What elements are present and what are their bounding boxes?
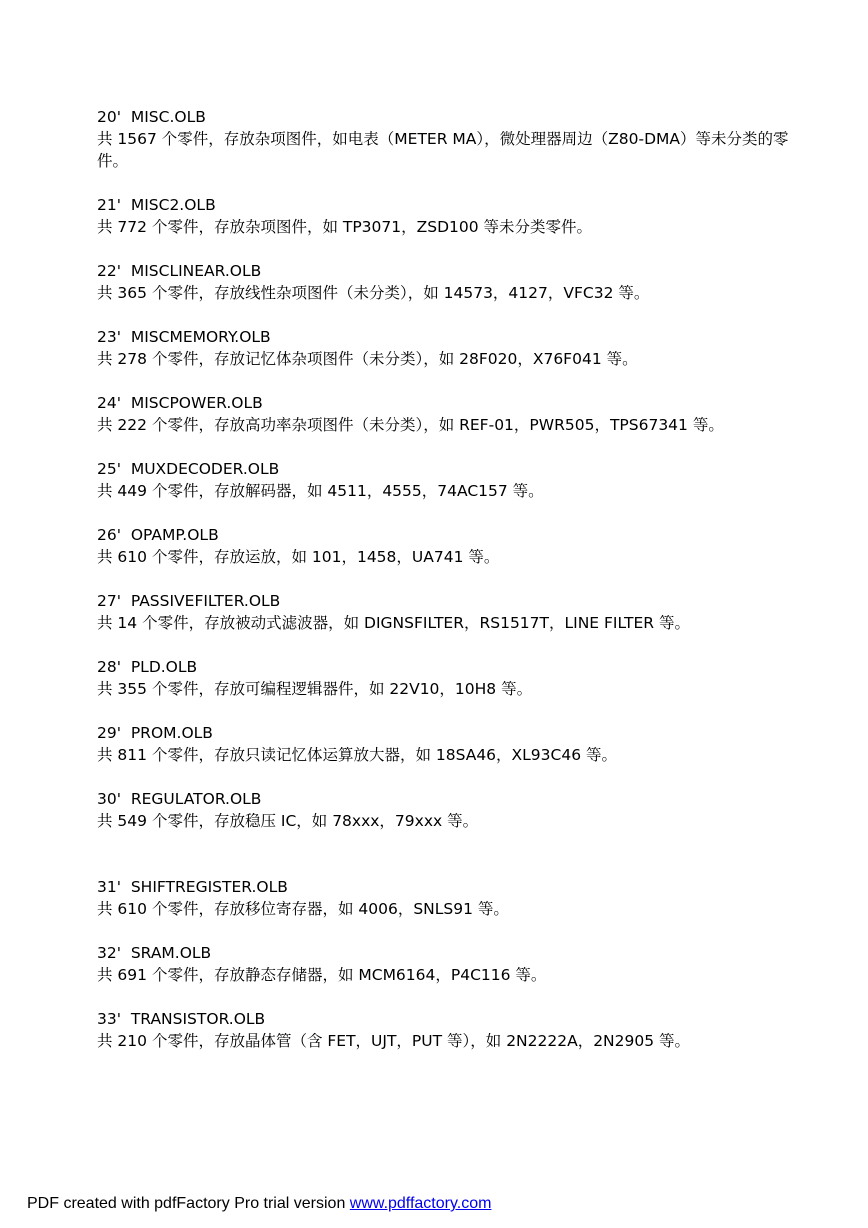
entry-description: 共 14 个零件，存放被动式滤波器，如 DIGNSFILTER，RS1517T，LINE FILTER 等。 (97, 614, 690, 632)
pdffactory-link[interactable]: www.pdffactory.com (349, 1195, 492, 1212)
entry-title: 29' PROM.OLB (97, 724, 213, 742)
library-entry-transistor (97, 1008, 809, 1052)
library-entry-passivefilter (97, 590, 809, 634)
spacer (97, 370, 809, 392)
library-entry-shiftregister (97, 876, 809, 920)
spacer (97, 634, 809, 656)
entry-title: 23' MISCMEMORY.OLB (97, 328, 271, 346)
entry-title: 32' SRAM.OLB (97, 944, 212, 962)
entry-description: 共 365 个零件，存放线性杂项图件（未分类），如 14573，4127，VFC32 等。 (97, 284, 650, 302)
entry-title: 26' OPAMP.OLB (97, 526, 219, 544)
footer-text: PDF created with pdfFactory Pro trial version (27, 1195, 350, 1212)
entry-title: 25' MUXDECODER.OLB (97, 460, 280, 478)
entry-title: 24' MISCPOWER.OLB (97, 394, 263, 412)
spacer (97, 436, 809, 458)
entry-description: 共 449 个零件，存放解码器，如 4511，4555，74AC157 等。 (97, 482, 544, 500)
library-entry-prom (97, 722, 809, 766)
spacer (97, 502, 809, 524)
library-entry-pld (97, 656, 809, 700)
spacer (97, 766, 809, 788)
spacer (97, 920, 809, 942)
entry-description: 共 355 个零件，存放可编程逻辑器件，如 22V10，10H8 等。 (97, 680, 533, 698)
library-entry-misc (97, 106, 809, 172)
spacer (97, 568, 809, 590)
entry-description: 共 1567 个零件，存放杂项图件，如电表（METER MA），微处理器周边（Z80-DMA）等未分类的零件。 (97, 130, 789, 170)
entry-description: 共 610 个零件，存放运放，如 101，1458，UA741 等。 (97, 548, 500, 566)
entry-title: 27' PASSIVEFILTER.OLB (97, 592, 281, 610)
entry-description: 共 691 个零件，存放静态存储器，如 MCM6164，P4C116 等。 (97, 966, 547, 984)
entry-title: 30' REGULATOR.OLB (97, 790, 262, 808)
entry-description: 共 278 个零件，存放记忆体杂项图件（未分类），如 28F020，X76F041 等。 (97, 350, 638, 368)
library-entry-miscpower (97, 392, 809, 436)
library-entry-miscmemory (97, 326, 809, 370)
spacer (97, 832, 809, 876)
library-entry-misc2 (97, 194, 809, 238)
spacer (97, 304, 809, 326)
pdf-footer (27, 1194, 491, 1214)
library-entry-misclinear (97, 260, 809, 304)
entry-title: 33' TRANSISTOR.OLB (97, 1010, 266, 1028)
entry-title: 21' MISC2.OLB (97, 196, 216, 214)
library-entry-opamp (97, 524, 809, 568)
entry-description: 共 210 个零件，存放晶体管（含 FET，UJT，PUT 等），如 2N2222A，2N2905 等。 (97, 1032, 691, 1050)
entry-description: 共 549 个零件，存放稳压 IC，如 78xxx，79xxx 等。 (97, 812, 479, 830)
spacer (97, 700, 809, 722)
entry-description: 共 222 个零件，存放高功率杂项图件（未分类），如 REF-01，PWR505，TPS67341 等。 (97, 416, 724, 434)
entry-title: 28' PLD.OLB (97, 658, 198, 676)
entry-description: 共 811 个零件，存放只读记忆体运算放大器，如 18SA46，XL93C46 等。 (97, 746, 617, 764)
document-body (97, 106, 809, 1052)
entry-description: 共 772 个零件，存放杂项图件，如 TP3071，ZSD100 等未分类零件。 (97, 218, 593, 236)
entry-description: 共 610 个零件，存放移位寄存器，如 4006，SNLS91 等。 (97, 900, 509, 918)
spacer (97, 172, 809, 194)
library-entry-regulator (97, 788, 809, 832)
entry-title: 31' SHIFTREGISTER.OLB (97, 878, 288, 896)
entry-title: 20' MISC.OLB (97, 108, 206, 126)
entry-title: 22' MISCLINEAR.OLB (97, 262, 262, 280)
spacer (97, 238, 809, 260)
library-entry-muxdecoder (97, 458, 809, 502)
library-entry-sram (97, 942, 809, 986)
spacer (97, 986, 809, 1008)
